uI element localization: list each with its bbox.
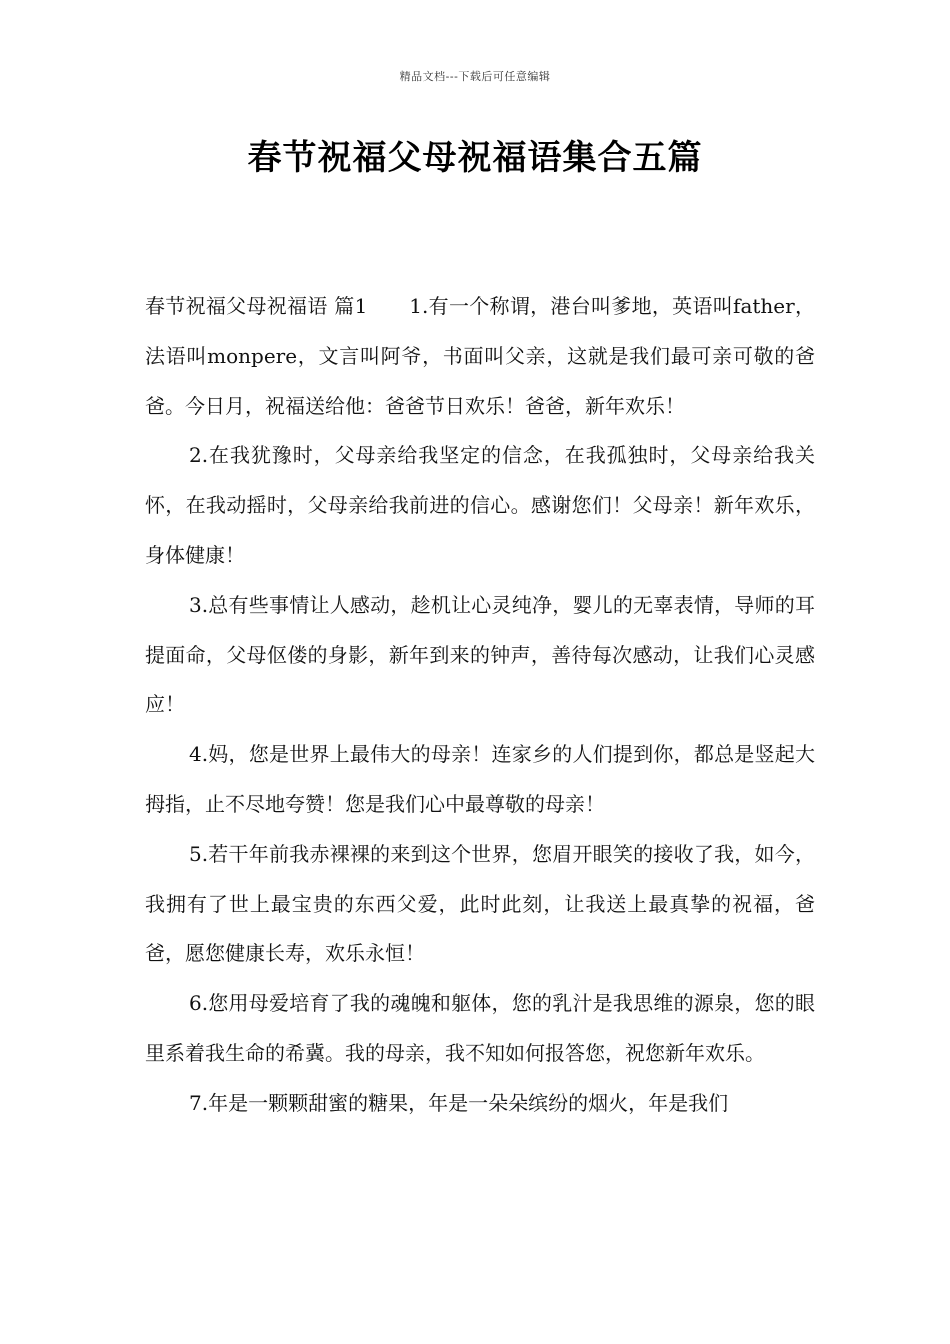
paragraph-6: 6.您用母爱培育了我的魂魄和躯体，您的乳汁是我思维的源泉，您的眼里系着我生命的希冀。我的母亲，我不知如何报答您，祝您新年欢乐。	[145, 991, 815, 1065]
header-note: 精品文档---下载后可任意编辑	[399, 70, 551, 83]
document-body	[145, 282, 815, 1129]
paragraph-4: 4.妈，您是世界上最伟大的母亲！连家乡的人们提到你，都总是竖起大拇指，止不尽地夸赞！您是我们心中最尊敬的母亲！	[145, 742, 815, 816]
paragraph-7: 7.年是一颗颗甜蜜的糖果，年是一朵朵缤纷的烟火，年是我们	[189, 1090, 729, 1115]
paragraph-2: 2.在我犹豫时，父母亲给我坚定的信念，在我孤独时，父母亲给我关怀，在我动摇时，父母亲给我前进的信心。感谢您们！父母亲！新年欢乐，身体健康！	[145, 443, 815, 567]
paragraph-5: 5.若干年前我赤裸裸的来到这个世界，您眉开眼笑的接收了我，如今，我拥有了世上最宝贵的东西父爱，此时此刻，让我送上最真挚的祝福，爸爸，愿您健康长寿，欢乐永恒！	[145, 841, 815, 966]
section-label: 春节祝福父母祝福语 篇1	[145, 294, 368, 318]
paragraph-3: 3.总有些事情让人感动，趁机让心灵纯净，婴儿的无辜表情，导师的耳提面命，父母伛偻的身影，新年到来的钟声，善待每次感动，让我们心灵感应！	[145, 592, 815, 717]
paragraph-1-text: 1.有一个称谓，港台叫爹地，英语叫father，法语叫monpere，文言叫阿爷，书面叫父亲，这就是我们最可亲可敬的爸爸。今日月，祝福送给他：爸爸节日欢乐！爸爸，新年欢乐！	[145, 294, 815, 418]
page-title: 春节祝福父母祝福语集合五篇	[247, 138, 703, 178]
paragraph-1	[145, 282, 815, 431]
